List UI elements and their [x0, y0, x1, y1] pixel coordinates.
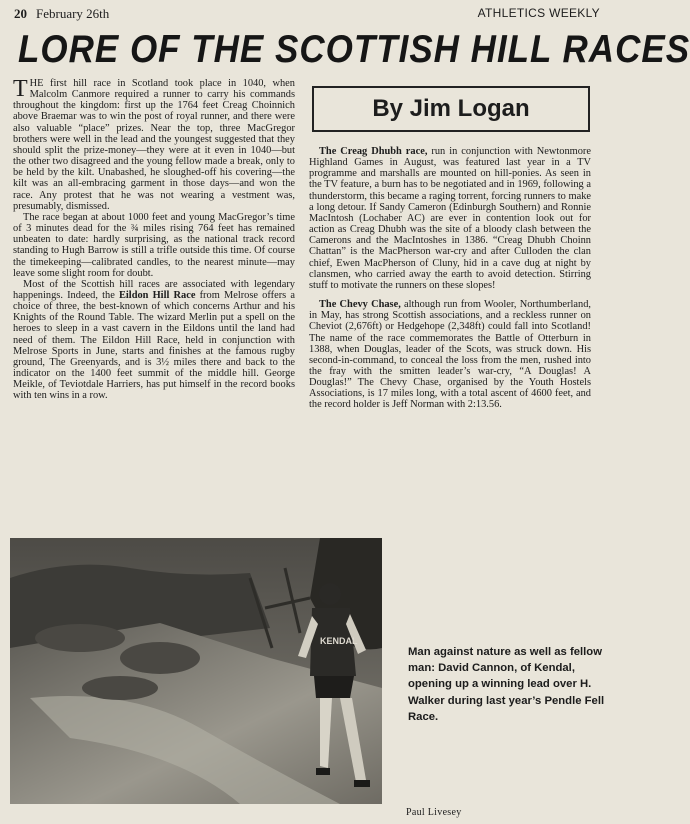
race-name-creag-dhubh: The Creag Dhubh race, [319, 146, 428, 157]
photo-caption: Man against nature as well as fellow man: David Cannon, of Kendal, opening up a winning lead over H. Walker during last year’s Pendle Fell Race. [408, 646, 605, 723]
paragraph-record: The race began at about 1000 feet and young MacGregor’s time of 3 minutes dead for the ¾ miles rising 764 feet has remained unbeaten to date: hardly surprising, as the national track record standing to Hugh Barrow is still a trifle outside this time. Of course the timekeeping—calibrated candles, to the nearest minute—may leave some slight room for doubt. [13, 211, 295, 279]
page-number: 20 [14, 6, 27, 21]
right-column [309, 146, 591, 411]
issue-date: February 26th [36, 6, 110, 21]
vest-text: KENDAL [320, 636, 358, 646]
paragraph-chevy-chase: The Chevy Chase, although run from Wooler, Northumberland, in May, has strong Scottish associations, and a reckless runner on Cheviot (2,676ft) or Hedgehope (2,348ft) could fall into Scotland! The name of the race commemorates the Battle of Otterburn in 1388, when Douglas, leader of the Scots, was struck down. His second-in-command, to conceal the loss from the men, rushed into the fray with the smitten leader’s war-cry, “A Douglas! A Douglas!” The Chevy Chase, organised by the Youth Hostels Associations, is 17 miles long, with a total ascent of 4600 feet, and the record holder is Jeff Norman with 2:13.56. [309, 299, 591, 411]
byline: By Jim Logan [372, 95, 530, 122]
magazine-title: ATHLETICS WEEKLY [477, 6, 600, 20]
drop-cap: T [13, 76, 28, 102]
byline-box [312, 86, 590, 132]
paragraph-intro: THE first hill race in Scotland took place in 1040, when Malcolm Canmore required a runner to carry his commands throughout the kingdom: first up the 1764 feet Creag Choinnich above Braemar was to win the post of royal runner, and there were also valuable “place” prizes. Near the top, three MacGregor brothers were well in the lead and the youngest suggested that they should split the prize-money—they were at it even in 1040—but the other two disagreed and the young fellow made a break, only to be held by the kilt. Unabashed, he sloughed-off his covering—the kilt was an all-embracing garment in those days—and won the race. Any protest that he was not wearing a vestment was, presumably, dismissed. [13, 76, 295, 212]
paragraph-eildon: Most of the Scottish hill races are associated with legendary happenings. Indeed, the Eildon Hill Race from Melrose offers a choice of three, the best-known of which concerns Arthur and his Knights of the Round Table. The wizard Merlin put a spell on the heroes to sleep in a vast cavern in the Eildons until the land had need of them. The Eildon Hill Race, held in conjunction with Melrose Sports in June, starts and finishes at the famous rugby ground, The Greenyards, and is 3½ miles there and back to the indicator on the 1400 feet summit of the middle hill. George Meikle, of Teviotdale Harriers, has put himself in the record books with ten wins in a row. [13, 278, 295, 402]
page-header [14, 6, 600, 26]
race-name-eildon: Eildon Hill Race [118, 289, 196, 301]
article-headline: LORE OF THE SCOTTISH HILL RACES [18, 28, 690, 71]
runner-photo-illustration [10, 538, 382, 804]
race-name-chevy-chase: The Chevy Chase, [319, 299, 401, 311]
paragraph-creag-dhubh: The Creag Dhubh race, run in conjunction with Newtonmore Highland Games in August, was featured last year in a TV programme and marshalls are mounted on hill-ponies. As seen in the TV feature, a burn has to be negotiated and in 1969, following a thunderstorm, this became a raging torrent, forcing runners to make a long detour. If Sandy Cameron (Edinburgh Southern) and Ronnie MacIntosh (Lochaber AC) are ever in contention look out for action as Creag Dhubh was the site of a bloody clash between the Camerons and the MacIntoshes in 1386. “Creag Dhubh Choinn Chattan” is the MacPherson war-cry and after Culloden the clan chief, Ewen MacPherson of Cluny, hid in a cave dug at night by clansmen, who carried away the earth to avoid detection. Stirring stuff to motivate the runners on these slopes! [309, 146, 591, 291]
left-column [13, 78, 295, 402]
race-photo [10, 538, 382, 804]
photo-credit: Paul Livesey [406, 807, 462, 818]
